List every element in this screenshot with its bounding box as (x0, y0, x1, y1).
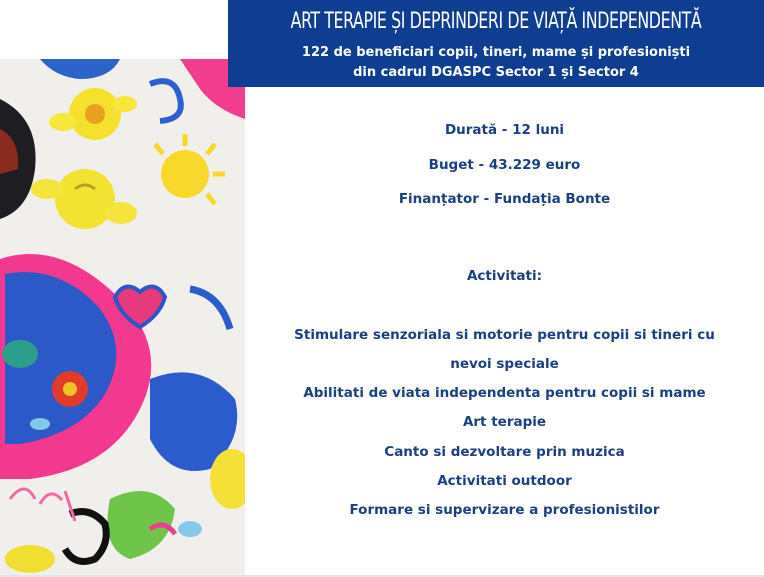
title-banner (228, 0, 764, 87)
activities-heading: Activitati: (466, 268, 542, 284)
activity-item: Formare si supervizare a profesionistilor (349, 502, 660, 518)
duration-text: Durată - 12 luni (444, 122, 565, 138)
beneficiaries-subtitle: 122 de beneficiari copii, tineri, mame și profesioniști (301, 45, 691, 60)
funder-text: Finanțator - Fundația Bonte (398, 191, 611, 207)
activity-item: Art terapie (462, 414, 547, 430)
activity-item: Abilitati de viata independenta pentru copii si mame (303, 385, 706, 401)
activity-item: Canto si dezvoltare prin muzica (384, 444, 625, 460)
activity-item: Activitati outdoor (437, 473, 572, 489)
institution-subtitle: din cadrul DGASPC Sector 1 și Sector 4 (353, 65, 639, 80)
page-title: ART TERAPIE ȘI DEPRINDERI DE VIAȚĂ INDEPENDENTĂ (290, 9, 702, 34)
childrens-painting-image (0, 59, 245, 577)
activity-item: Stimulare senzoriala si motorie pentru copii si tineri cu (294, 327, 715, 343)
activity-item: nevoi speciale (450, 356, 559, 372)
budget-text: Buget - 43.229 euro (428, 157, 581, 173)
